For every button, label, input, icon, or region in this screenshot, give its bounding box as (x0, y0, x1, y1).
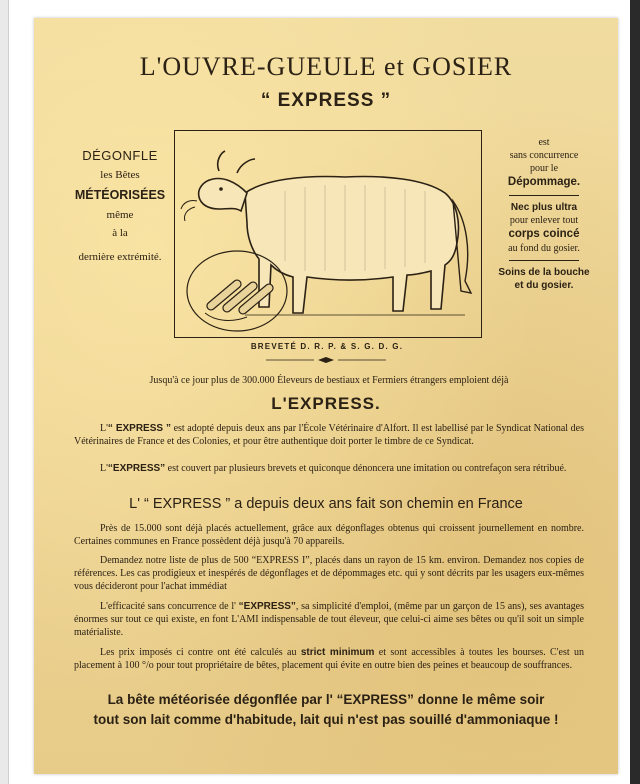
right-line-corps-coince: corps coincé (508, 227, 580, 240)
para2-express: “EXPRESS” (107, 463, 166, 474)
para1-express: “ EXPRESS ” (107, 423, 171, 434)
right-line-est: est (538, 137, 550, 148)
right-separator (509, 195, 579, 196)
para5-express: “EXPRESS” (238, 601, 296, 612)
left-line-meme: même (106, 208, 134, 221)
illustration-box (174, 130, 482, 338)
chemin-heading: L' “ EXPRESS ” a depuis deux ans fait son chemin en France (129, 496, 523, 512)
right-line-pour-enlever: pour enlever tout (509, 214, 579, 226)
paragraph-brevets (74, 462, 584, 475)
cow-illustration (175, 131, 481, 337)
left-line-extremite: dernière extrémité. (78, 251, 162, 264)
para6-prefix: Les prix imposés ci contre ont été calculés au (100, 647, 301, 658)
right-separator-2 (509, 260, 579, 261)
paragraph-placements: Près de 15.000 sont déjà placés actuellement, grâce aux dégonflages obtenus qui croissent journellement en nombre. Certaines communes en France possèdent déjà jusqu'à 70 appareils. (74, 523, 584, 548)
para6-strict-minimum: strict minimum (300, 647, 375, 658)
poster-page (34, 18, 618, 774)
left-line-meteorisees: MÉTÉORISÉES (74, 188, 166, 202)
paragraph-efficacite (74, 600, 584, 640)
paragraph-prix (74, 646, 584, 672)
right-line-soins: Soins de la bouche (498, 266, 590, 278)
right-line-depommage: Dépommage. (507, 176, 581, 188)
paragraph-liste: Demandez notre liste de plus de 500 “EXPRESS I”, placés dans un rayon de 15 km. environ. Demandez nos copies de références. Les cas prodigieux et inespérés de dégonflages et de dépommages etc. qui y sont décrits par les usagers eux-mêmes vous décideront pour l'achat immédiat (74, 555, 584, 593)
final-statement (64, 690, 588, 731)
right-line-et-gosier: et du gosier. (514, 279, 574, 291)
para2-prefix: L' (100, 463, 108, 474)
viewer-right-border (630, 0, 640, 784)
patent-line: BREVETÉ D. R. P. & S. G. D. G. (250, 342, 404, 351)
left-line-degonfle: DÉGONFLE (82, 148, 158, 163)
para2-text: est couvert par plusieurs brevets et quiconque dénoncera une imitation ou contrefaçon sera rétribué. (165, 463, 567, 474)
right-line-pour-le: pour le (529, 163, 559, 174)
product-name: “ EXPRESS ” (260, 90, 392, 111)
left-column (62, 148, 178, 270)
right-line-nec-plus-ultra: Nec plus ultra (510, 201, 578, 213)
final-line-1: La bête météorisée dégonflée par l' “EXPRESS” donne le même soir (107, 692, 545, 707)
para6-text: et sont accessibles à toutes les bourses. C'est un placement à 100 °/o pour tout propriétaire de bêtes, placement qui évite en outre bien des peines et beaucoup de souffrances. (74, 647, 584, 672)
final-line-2: tout son lait comme d'habitude, lait qui n'est pas souillé d'ammoniaque ! (93, 712, 559, 728)
left-line-a-la: à la (112, 227, 128, 240)
right-line-fond-gosier: au fond du gosier. (508, 242, 580, 254)
para1-prefix: L' (100, 423, 108, 434)
lexpress-heading: L'EXPRESS. (271, 394, 381, 413)
right-line-sans-concurrence: sans concurrence (509, 150, 579, 161)
right-column (480, 136, 608, 292)
para1-text: est adopté depuis deux ans par l'École Vétérinaire d'Alfort. Il est labellisé par le Syndicat National des Vétérinaires de France et des Colonies, et pour être authentique doit porter le timbre de ce Syndicat. (74, 423, 584, 448)
divider-ornament (266, 356, 386, 364)
paragraph-adoption (74, 422, 584, 448)
intro-text: Jusqu'à ce jour plus de 300.000 Éleveurs de bestiaux et Fermiers étrangers emploient déjà (149, 375, 509, 386)
left-line-betes: les Bêtes (100, 169, 140, 182)
para5-text: , sa simplicité d'emploi, (même par un garçon de 15 ans), ses avantages énormes sur tout ce qui existe, en font L'AMI indispensable de tout éleveur, que celui-ci aime ses bêtes ou qu'il soit un simple matérialiste. (74, 601, 585, 639)
poster-title: L'OUVRE-GUEULE et GOSIER (139, 52, 513, 81)
viewer-left-border (0, 0, 9, 784)
para5-prefix: L'efficacité sans concurrence de l' (100, 601, 239, 612)
